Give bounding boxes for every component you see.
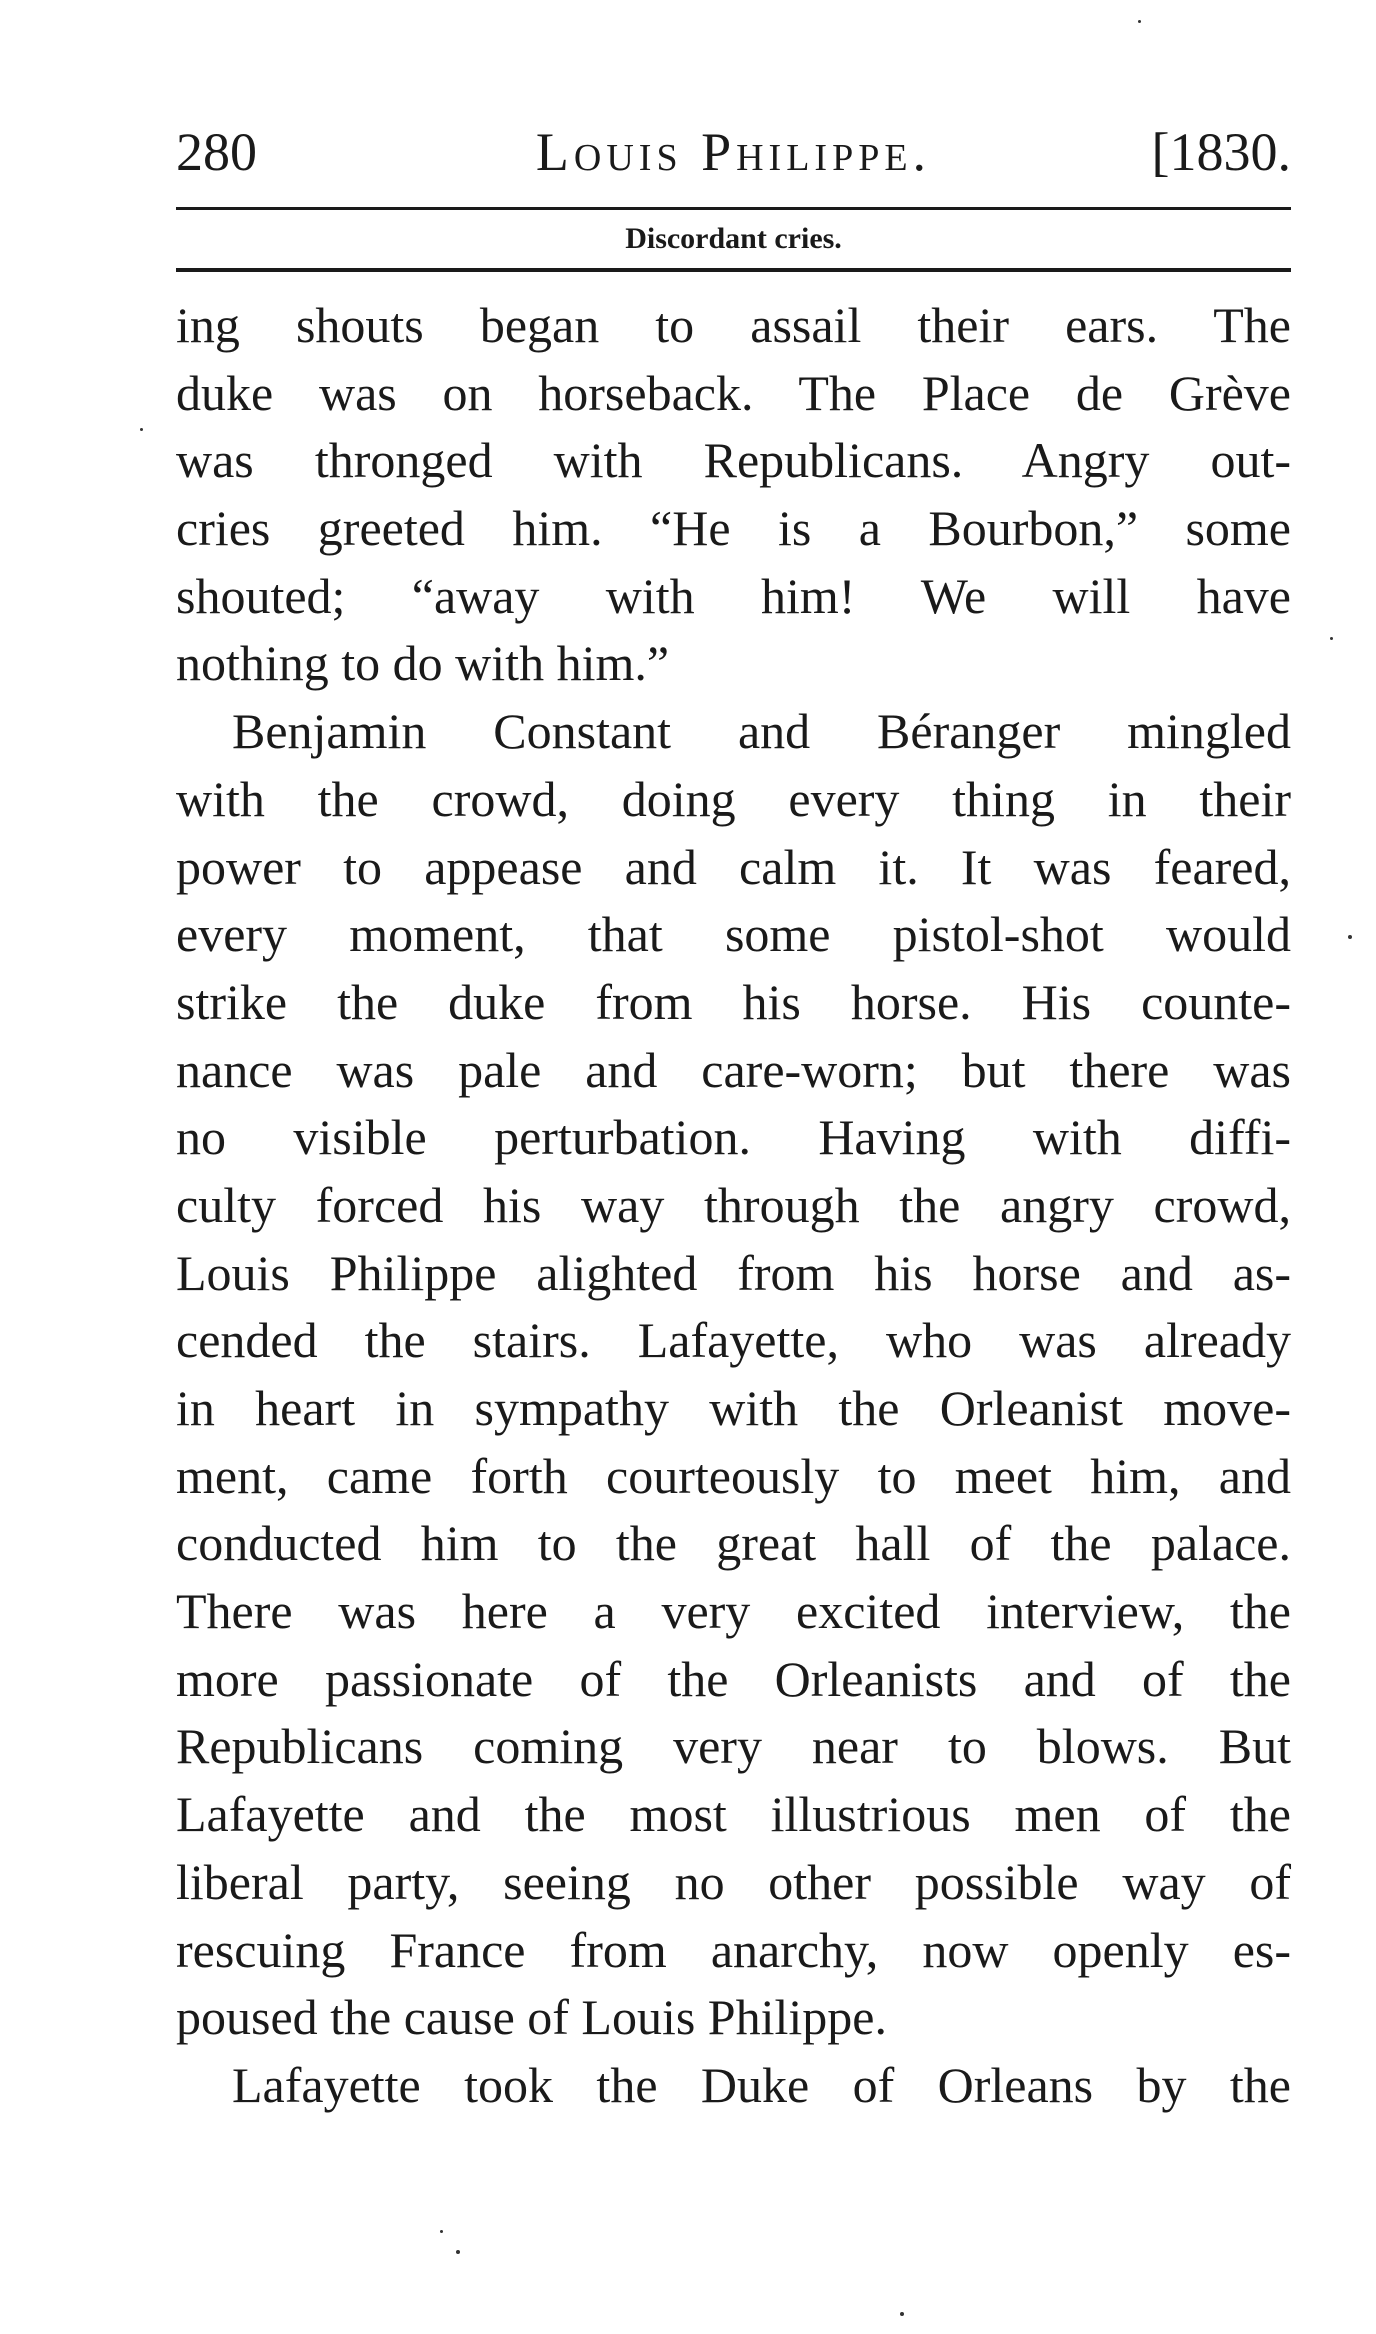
- paper-speck: [440, 2230, 443, 2233]
- text-line: with the crowd, doing every thing in their: [176, 770, 1291, 827]
- text-line: in heart in sympathy with the Orleanist move-: [176, 1380, 1291, 1436]
- text-line: more passionate of the Orleanists and of the: [176, 1650, 1291, 1707]
- paper-speck: [1348, 935, 1352, 939]
- text-line: ment, came forth courteously to meet him, and: [176, 1447, 1291, 1504]
- paper-speck: [140, 428, 143, 431]
- text-line: poused the cause of Louis Philippe.: [176, 1989, 887, 2046]
- body-text: [176, 292, 1291, 2120]
- section-subheading: Discordant cries.: [625, 222, 842, 255]
- header-rule-bottom: [176, 268, 1291, 272]
- text-line: shouted; “away with him! We will have: [176, 567, 1291, 624]
- text-line: Lafayette and the most illustrious men of the: [176, 1786, 1291, 1843]
- text-line: power to appease and calm it. It was feared,: [176, 838, 1291, 895]
- running-header: [176, 112, 1291, 192]
- text-line: nance was pale and care-worn; but there was: [176, 1041, 1291, 1098]
- text-line: There was here a very excited interview, the: [176, 1583, 1291, 1640]
- text-line: Louis Philippe alighted from his horse and as-: [176, 1244, 1291, 1301]
- paper-speck: [1330, 637, 1333, 640]
- text-line: conducted him to the great hall of the palace.: [176, 1515, 1291, 1572]
- header-year: [1830.: [1151, 122, 1291, 182]
- text-line: every moment, that some pistol-shot would: [176, 906, 1291, 963]
- paper-speck: [900, 2312, 904, 2316]
- text-line: ing shouts began to assail their ears. The: [176, 297, 1291, 353]
- running-title: Louis Philippe.: [535, 122, 932, 182]
- text-line: cries greeted him. “He is a Bourbon,” some: [176, 500, 1291, 557]
- text-line: duke was on horseback. The Place de Grève: [176, 364, 1291, 421]
- text-line: nothing to do with him.”: [176, 635, 670, 692]
- page-number: 280: [176, 122, 257, 182]
- text-line: was thronged with Republicans. Angry out-: [176, 432, 1291, 489]
- header-rule-top: [176, 207, 1291, 210]
- text-line: Benjamin Constant and Béranger mingled: [232, 703, 1291, 760]
- text-line: strike the duke from his horse. His counte-: [176, 973, 1291, 1030]
- text-line: Republicans coming very near to blows. But: [176, 1718, 1291, 1775]
- text-line: rescuing France from anarchy, now openly es-: [176, 1921, 1291, 1978]
- text-line: cended the stairs. Lafayette, who was already: [176, 1312, 1291, 1369]
- paper-speck: [1138, 20, 1141, 23]
- text-line: liberal party, seeing no other possible way of: [176, 1853, 1291, 1910]
- text-line: culty forced his way through the angry crowd,: [176, 1176, 1291, 1233]
- text-line: Lafayette took the Duke of Orleans by the: [232, 2056, 1291, 2113]
- text-line: no visible perturbation. Having with diffi-: [176, 1109, 1291, 1166]
- paper-speck: [456, 2250, 460, 2254]
